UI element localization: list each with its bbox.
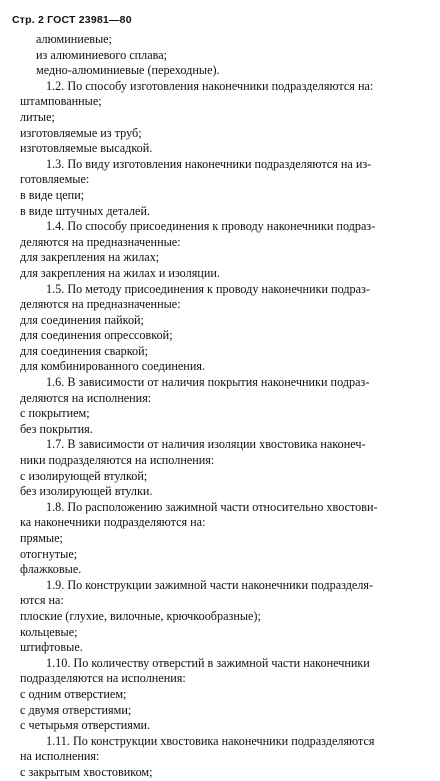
text-line: штифтовые. — [20, 640, 83, 655]
clause-line: 1.10. По количеству отверстий в зажимной части наконечники — [46, 655, 370, 670]
text-line: с закрытым хвостовиком; — [20, 764, 153, 779]
text-line: алюминиевые; — [36, 32, 112, 46]
document-body — [0, 32, 440, 781]
clause-line: 1.11. По конструкции хвостовика наконечники подразделяются — [46, 733, 375, 748]
text-line: в виде цепи; — [20, 187, 85, 202]
text-line: из алюминиевого сплава; — [36, 47, 168, 62]
clause-line: 1.9. По конструкции зажимной части наконечники подразделя- — [46, 577, 374, 592]
clause-line: 1.3. По виду изготовления наконечники подразделяются на из- — [46, 156, 372, 171]
text-line: отогнутые; — [20, 546, 78, 561]
text-line: подразделяются на исполнения: — [20, 671, 186, 686]
clause-line: 1.7. В зависимости от наличия изоляции хвостовика наконеч- — [46, 437, 366, 452]
text-line: ются на: — [20, 593, 64, 608]
text-line: кольцевые; — [20, 624, 78, 639]
text-line: прямые; — [20, 531, 63, 545]
text-line: с четырьмя отверстиями. — [20, 718, 151, 733]
text-line: с одним отверстием; — [20, 686, 127, 701]
text-line: в виде штучных деталей. — [20, 203, 151, 218]
text-line: для соединения пайкой; — [20, 312, 144, 327]
clause-line: 1.6. В зависимости от наличия покрытия наконечники подраз- — [46, 375, 370, 390]
text-line: для закрепления на жилах; — [20, 250, 160, 265]
text-line: изготовляемые из труб; — [20, 125, 142, 140]
text-line: изготовляемые высадкой. — [20, 141, 153, 156]
text-line: литые; — [20, 109, 55, 124]
clause-line: 1.4. По способу присоединения к проводу наконечники подраз- — [46, 219, 376, 234]
text-line: флажковые. — [20, 562, 82, 577]
text-line: на исполнения: — [20, 749, 100, 764]
text-line: с изолирующей втулкой; — [20, 468, 148, 483]
text-line: для закрепления на жилах и изоляции. — [20, 265, 220, 280]
text-line: штампованные; — [20, 94, 102, 109]
text-line: для соединения опрессовкой; — [20, 328, 173, 343]
text-line: без изолирующей втулки. — [20, 484, 153, 499]
text-line: деляются на исполнения: — [20, 390, 152, 405]
clause-line: 1.8. По расположению зажимной части относительно хвостови- — [46, 499, 378, 514]
text-line: для соединения сваркой; — [20, 343, 148, 358]
text-line: с двумя отверстиями; — [20, 702, 132, 717]
text-line: медно-алюминиевые (переходные). — [36, 63, 220, 78]
text-line: ники подразделяются на исполнения: — [20, 453, 215, 468]
text-line: деляются на предназначенные: — [20, 297, 181, 312]
text-line: плоские (глухие, вилочные, крючкообразные); — [20, 608, 261, 623]
text-line: деляются на предназначенные: — [20, 234, 181, 249]
text-line: для комбинированного соединения. — [20, 359, 205, 374]
clause-line: 1.5. По методу присоединения к проводу наконечники подраз- — [46, 281, 370, 296]
clause-line: 1.2. По способу изготовления наконечники подразделяются на: — [46, 78, 374, 93]
text-line: ка наконечники подразделяются на: — [20, 515, 206, 530]
page-header: Стр. 2 ГОСТ 23981—80 — [12, 14, 132, 26]
text-line: без покрытия. — [20, 421, 93, 436]
text-line: готовляемые: — [20, 172, 90, 187]
text-line: с покрытием; — [20, 406, 90, 421]
